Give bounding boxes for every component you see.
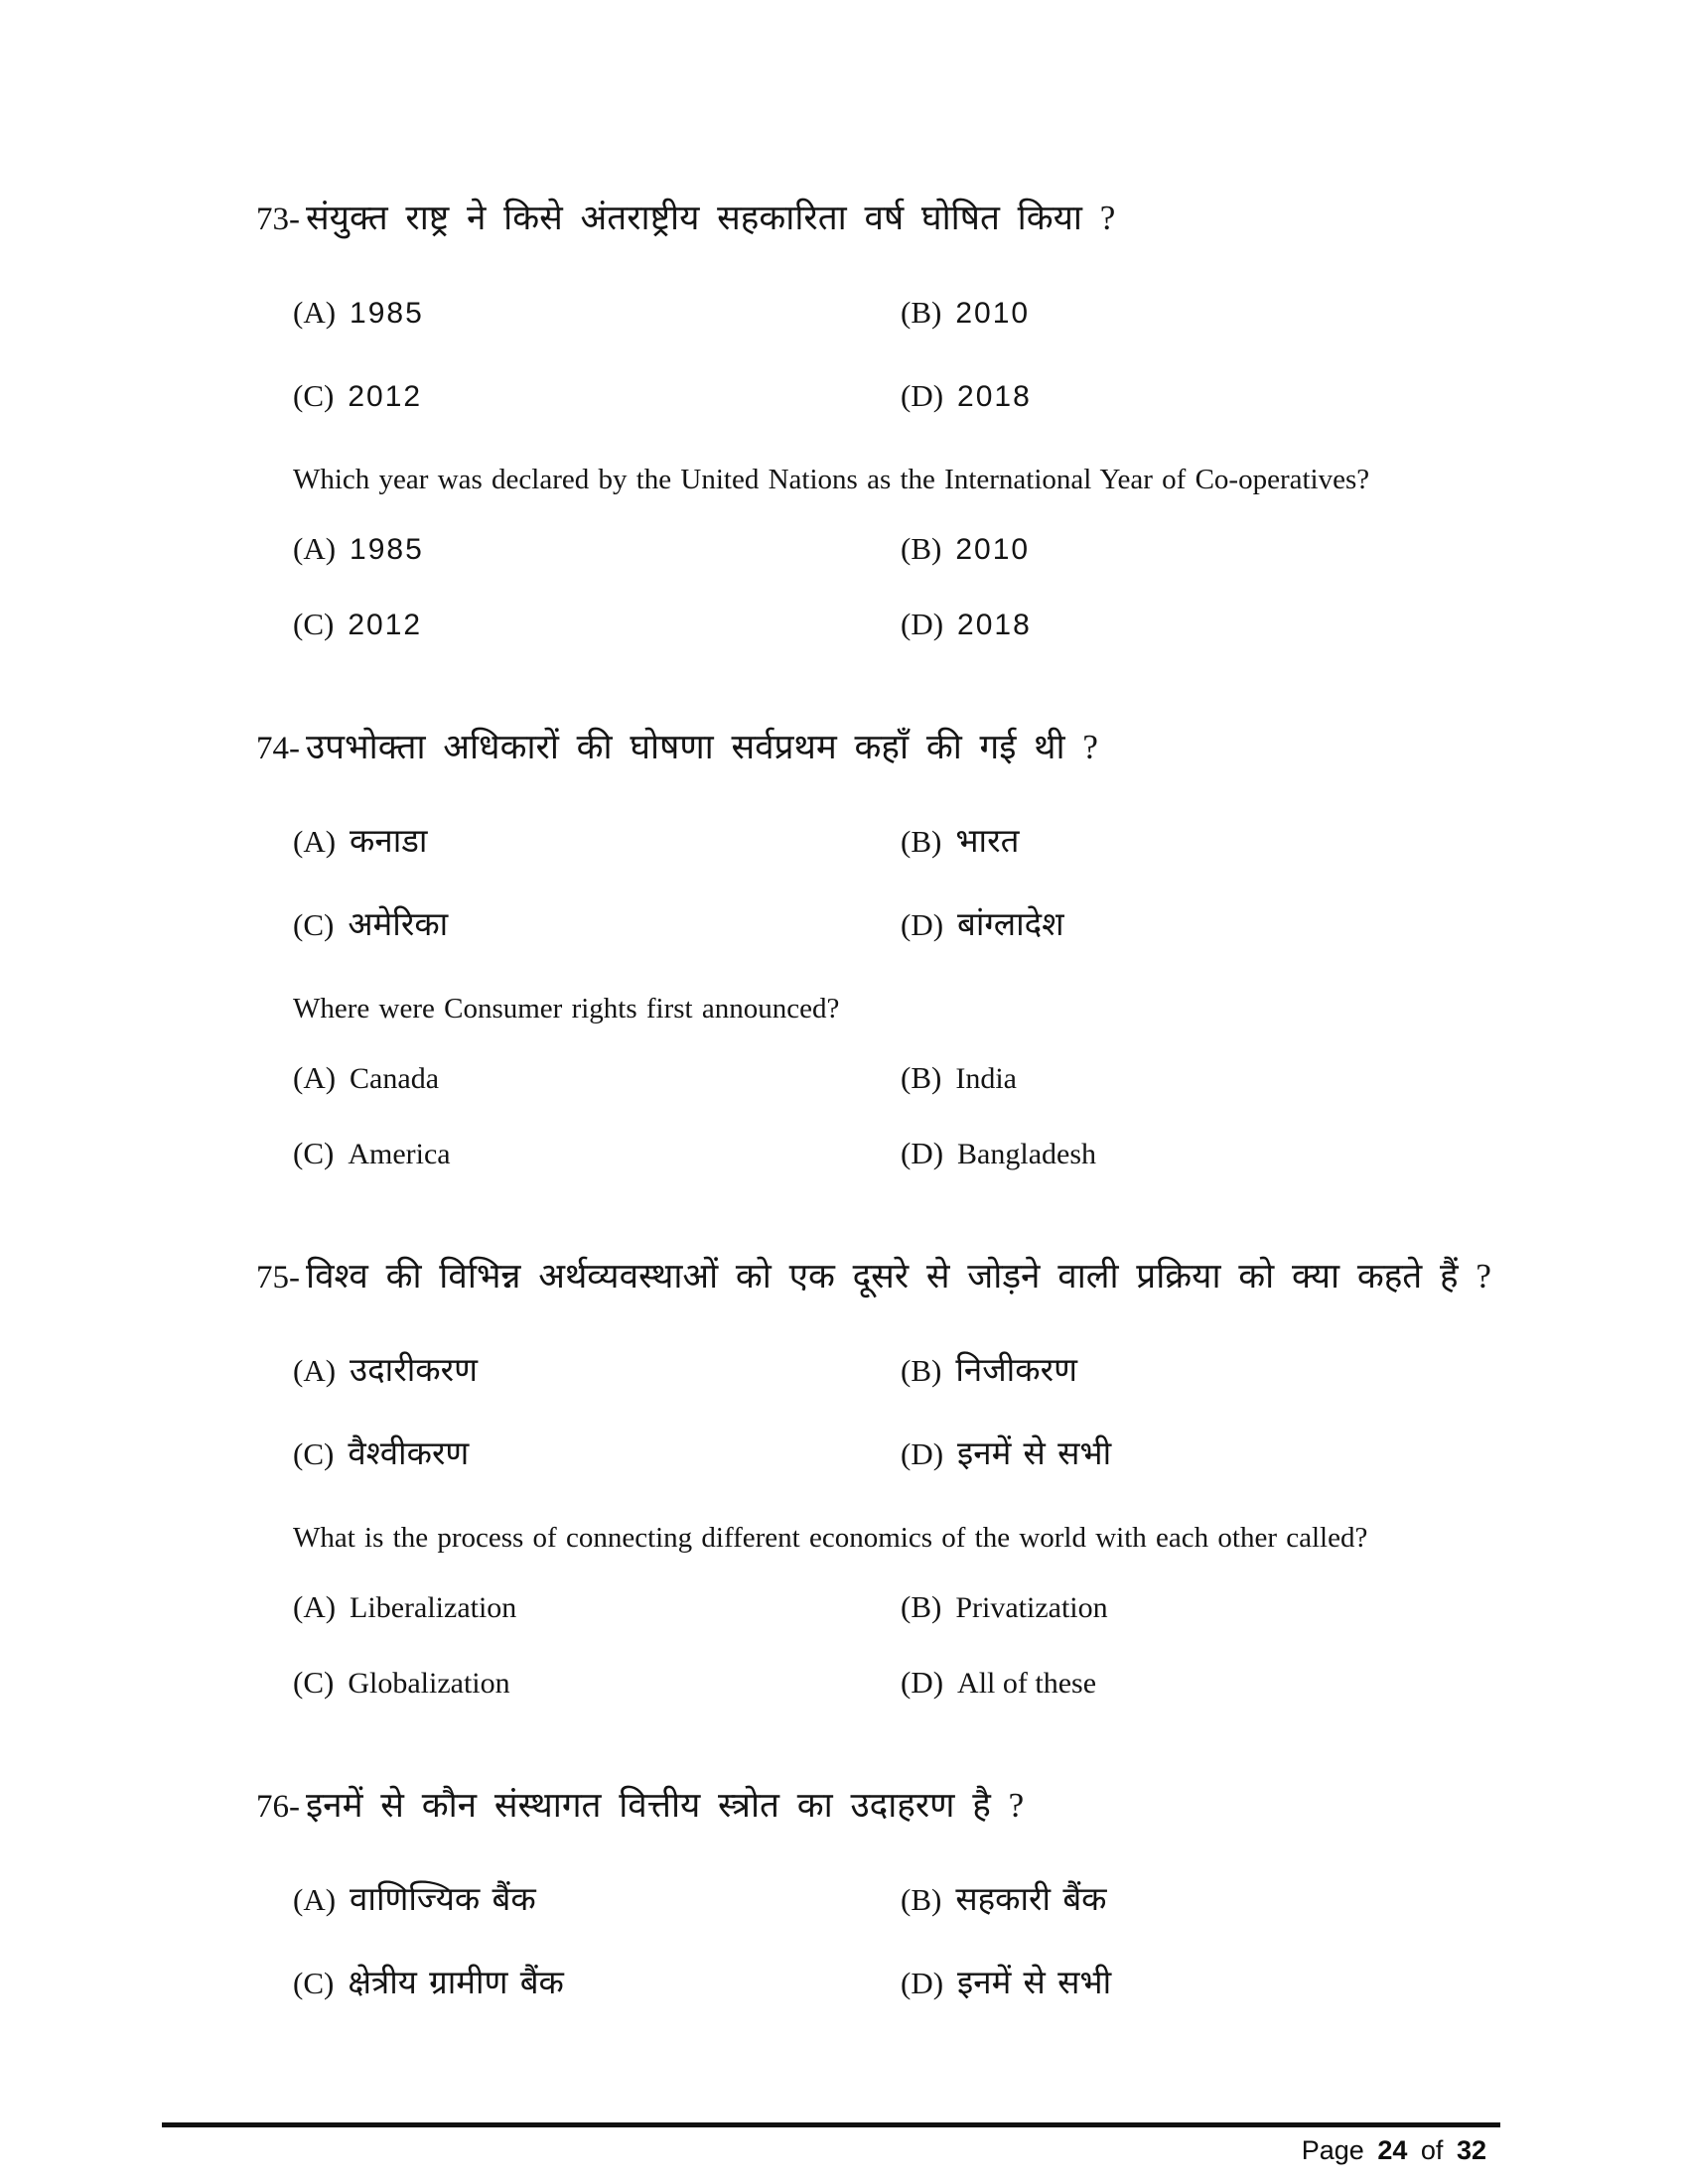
option-c — [293, 1659, 901, 1712]
option-label: (B) — [901, 1060, 942, 1095]
option-label: (C) — [293, 907, 335, 942]
option-a — [293, 1876, 901, 1930]
option-d — [901, 1130, 1688, 1183]
option-value: 2010 — [955, 297, 1031, 330]
option-label: (A) — [293, 295, 337, 330]
option-d — [901, 1431, 1688, 1484]
question-text-english: Which year was declared by the United Nations as the International Year of Co-operatives? — [293, 464, 1370, 495]
question-number: 76- — [256, 1789, 300, 1825]
options-hindi — [293, 1347, 1688, 1484]
option-label: (C) — [293, 1665, 335, 1700]
option-label: (C) — [293, 1136, 335, 1170]
option-label: (C) — [293, 1966, 335, 2000]
option-value: 2018 — [957, 380, 1032, 413]
option-a — [293, 1054, 901, 1108]
option-value: India — [955, 1062, 1017, 1095]
option-label: (B) — [901, 295, 942, 330]
option-label: (D) — [901, 1966, 944, 2000]
option-value: 2010 — [955, 533, 1031, 566]
footer-divider — [162, 2122, 1500, 2127]
options-hindi — [293, 818, 1688, 955]
option-d — [901, 901, 1688, 955]
option-a — [293, 1583, 901, 1637]
question-text-english: Where were Consumer rights first announced? — [293, 993, 840, 1024]
option-label: (B) — [901, 824, 942, 859]
question-block-75 — [0, 1253, 1688, 1712]
option-label: (A) — [293, 1589, 337, 1624]
question-line-hindi — [256, 1253, 1688, 1307]
option-value: इनमें से सभी — [957, 1436, 1112, 1472]
option-c — [293, 1960, 901, 2013]
option-b — [901, 1583, 1688, 1637]
option-label: (B) — [901, 1353, 942, 1388]
option-label: (C) — [293, 607, 335, 641]
option-a — [293, 818, 901, 872]
option-value: इनमें से सभी — [957, 1966, 1112, 2001]
question-block-73 — [0, 195, 1688, 654]
question-text-hindi: इनमें से कौन संस्थागत वित्तीय स्त्रोत का उदाहरण है ? — [306, 1786, 1025, 1825]
option-value: उदारीकरण — [350, 1353, 478, 1389]
question-block-76 — [0, 1782, 1688, 2013]
option-b — [901, 1347, 1688, 1401]
option-label: (A) — [293, 824, 337, 859]
option-d — [901, 1659, 1688, 1712]
option-value: कनाडा — [350, 824, 428, 860]
option-value: 2018 — [957, 609, 1032, 641]
option-value: अमेरिका — [348, 907, 449, 943]
option-c — [293, 901, 901, 955]
option-value: निजीकरण — [955, 1353, 1077, 1389]
option-value: सहकारी बैंक — [955, 1882, 1107, 1918]
option-d — [901, 601, 1688, 654]
page-footer — [0, 2122, 1688, 2166]
option-label: (C) — [293, 378, 335, 413]
options-english — [293, 1583, 1688, 1712]
options-hindi — [293, 289, 1688, 426]
page-word: Page — [1301, 2135, 1364, 2165]
option-label: (A) — [293, 531, 337, 566]
question-line-hindi — [256, 724, 1688, 778]
option-value: वाणिज्यिक बैंक — [350, 1882, 536, 1918]
option-a — [293, 525, 901, 579]
option-label: (B) — [901, 1882, 942, 1917]
question-block-74 — [0, 724, 1688, 1183]
option-c — [293, 601, 901, 654]
option-a — [293, 289, 901, 342]
page-indicator — [0, 2135, 1486, 2166]
option-label: (A) — [293, 1060, 337, 1095]
option-b — [901, 1876, 1688, 1930]
question-line-hindi — [256, 1782, 1688, 1837]
question-text-hindi: विश्व की विभिन्न अर्थव्यवस्थाओं को एक दूसरे से जोड़ने वाली प्रक्रिया को क्या कहते हैं ? — [306, 1257, 1491, 1296]
option-value: All of these — [957, 1667, 1097, 1700]
option-b — [901, 818, 1688, 872]
option-value: 2012 — [348, 380, 423, 413]
page-number: 24 — [1377, 2135, 1408, 2165]
option-value: Globalization — [348, 1667, 510, 1700]
option-value: 2012 — [348, 609, 423, 641]
option-b — [901, 1054, 1688, 1108]
option-label: (D) — [901, 1436, 944, 1471]
option-label: (D) — [901, 378, 944, 413]
option-label: (D) — [901, 907, 944, 942]
option-value: America — [348, 1138, 451, 1170]
option-b — [901, 525, 1688, 579]
question-text-english: What is the process of connecting different economics of the world with each other called? — [293, 1522, 1368, 1554]
question-number: 73- — [256, 202, 300, 237]
options-english — [293, 1054, 1688, 1183]
options-english — [293, 525, 1688, 654]
option-c — [293, 1130, 901, 1183]
of-word: of — [1420, 2135, 1444, 2165]
option-label: (C) — [293, 1436, 335, 1471]
option-d — [901, 372, 1688, 426]
option-label: (A) — [293, 1882, 337, 1917]
option-value: 1985 — [350, 533, 424, 566]
question-text-hindi: उपभोक्ता अधिकारों की घोषणा सर्वप्रथम कहाँ की गई थी ? — [306, 728, 1098, 766]
option-value: भारत — [955, 824, 1020, 860]
option-a — [293, 1347, 901, 1401]
option-value: वैश्वीकरण — [348, 1436, 470, 1472]
option-c — [293, 1431, 901, 1484]
question-number: 75- — [256, 1260, 300, 1296]
option-value: Privatization — [955, 1591, 1108, 1624]
option-label: (A) — [293, 1353, 337, 1388]
option-label: (D) — [901, 607, 944, 641]
option-value: क्षेत्रीय ग्रामीण बैंक — [348, 1966, 564, 2001]
option-value: Liberalization — [350, 1591, 517, 1624]
option-label: (B) — [901, 531, 942, 566]
options-hindi — [293, 1876, 1688, 2013]
option-label: (D) — [901, 1136, 944, 1170]
option-value: Canada — [350, 1062, 440, 1095]
option-value: 1985 — [350, 297, 424, 330]
question-line-hindi — [256, 195, 1688, 249]
option-value: बांग्लादेश — [957, 907, 1064, 943]
question-number: 74- — [256, 731, 300, 766]
option-d — [901, 1960, 1688, 2013]
total-pages: 32 — [1456, 2135, 1486, 2165]
option-b — [901, 289, 1688, 342]
option-c — [293, 372, 901, 426]
option-label: (B) — [901, 1589, 942, 1624]
option-label: (D) — [901, 1665, 944, 1700]
option-value: Bangladesh — [957, 1138, 1097, 1170]
question-text-hindi: संयुक्त राष्ट्र ने किसे अंतराष्ट्रीय सहकारिता वर्ष घोषित किया ? — [306, 199, 1116, 237]
